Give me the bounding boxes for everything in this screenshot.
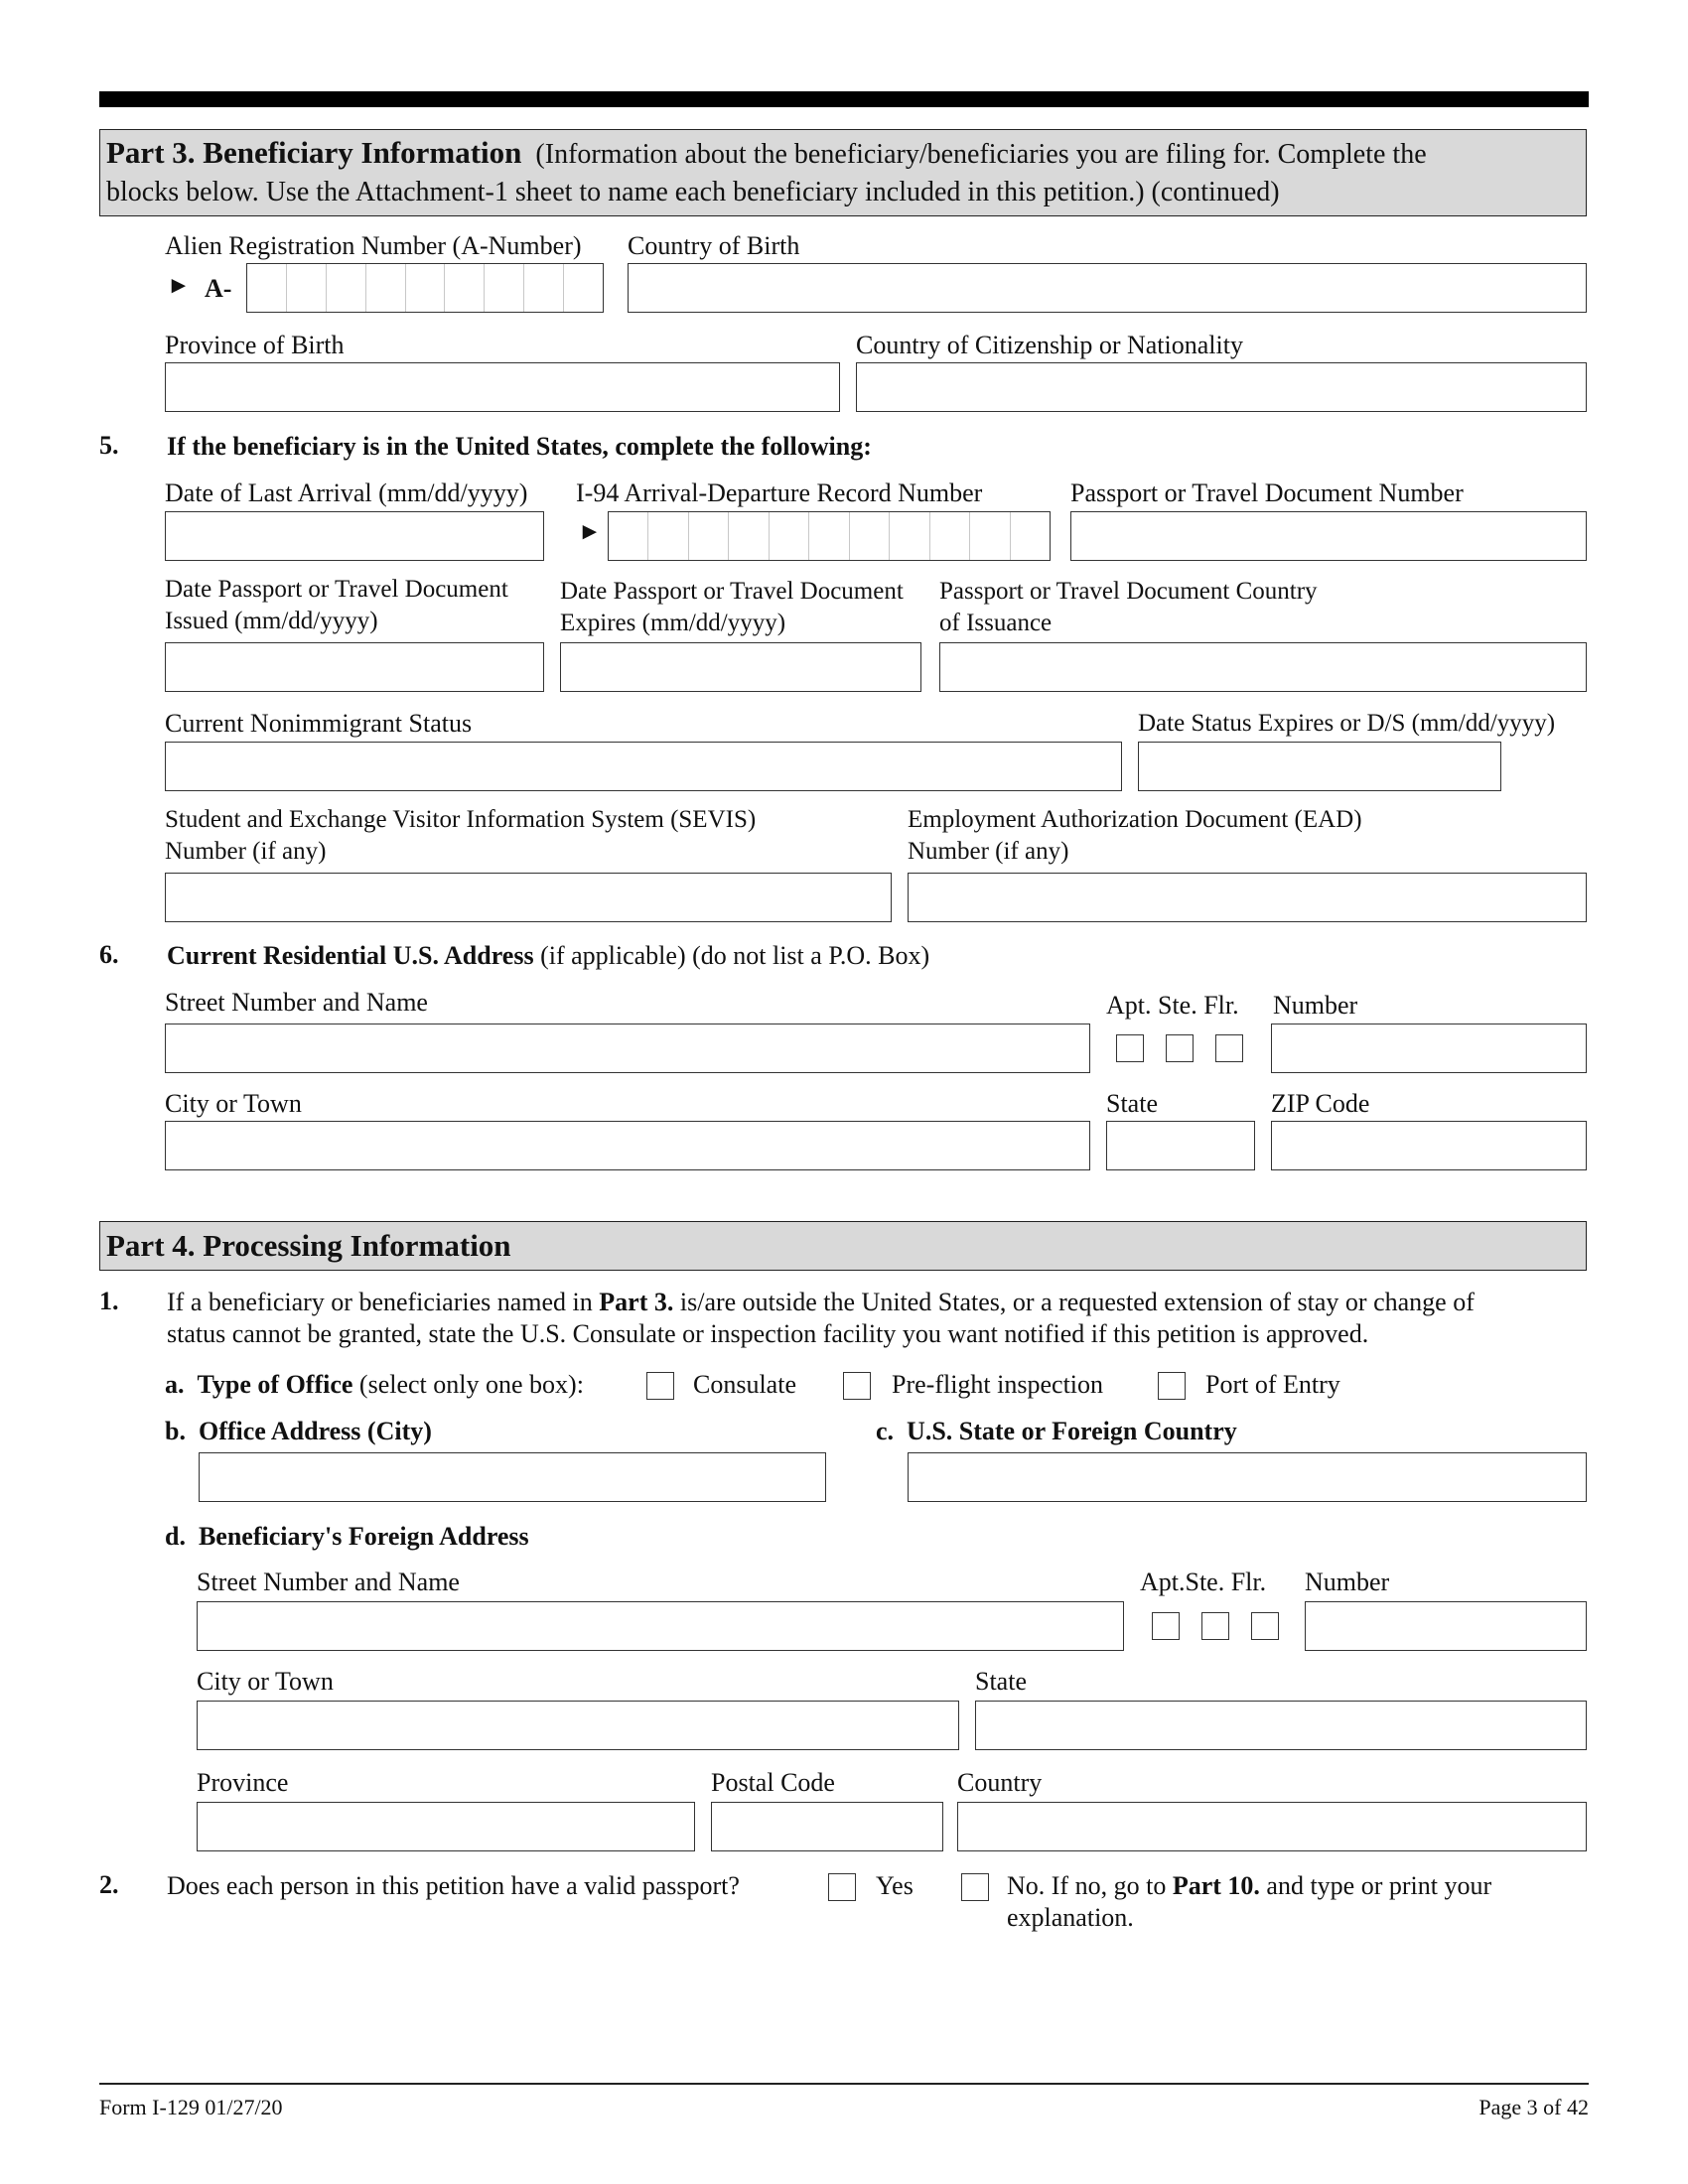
state-field[interactable] xyxy=(1106,1121,1255,1170)
nonimm-status-field[interactable] xyxy=(165,742,1122,791)
fa-city-field[interactable] xyxy=(197,1701,959,1750)
a-number-label: Alien Registration Number (A-Number) xyxy=(165,231,582,260)
ead-field[interactable] xyxy=(908,873,1587,922)
pass-expires-field[interactable] xyxy=(560,642,921,692)
ste-checkbox[interactable] xyxy=(1166,1034,1194,1062)
zip-label: ZIP Code xyxy=(1271,1089,1370,1118)
form-id: Form I-129 01/27/20 xyxy=(99,2095,283,2119)
q1-text-1: If a beneficiary or beneficiaries named in Part 3. is/are outside the United States, or a requested extension of stay or change of xyxy=(167,1288,1475,1316)
top-rule xyxy=(99,91,1589,107)
office-type-label: a. Type of Office (select only one box): xyxy=(165,1370,584,1399)
street-field[interactable] xyxy=(165,1024,1090,1073)
foreign-address-label: d. Beneficiary's Foreign Address xyxy=(165,1522,529,1551)
passport-no-label-2: explanation. xyxy=(1007,1903,1134,1932)
province-birth-label: Province of Birth xyxy=(165,331,345,359)
passport-number-field[interactable] xyxy=(1070,511,1587,561)
passport-no-label: No. If no, go to Part 10. and type or print your xyxy=(1007,1871,1492,1900)
last-arrival-field[interactable] xyxy=(165,511,544,561)
preflight-checkbox[interactable] xyxy=(843,1372,871,1400)
a-prefix: A- xyxy=(205,274,232,303)
fa-postal-field[interactable] xyxy=(711,1802,943,1851)
part3-title: Part 3. Beneficiary Information xyxy=(106,135,522,170)
apt-label: Apt. Ste. Flr. xyxy=(1106,991,1239,1020)
pass-country-field[interactable] xyxy=(939,642,1587,692)
pass-issued-label: Date Passport or Travel Document Issued (mm/dd/yyyy) xyxy=(165,576,508,634)
province-birth-field[interactable] xyxy=(165,362,840,412)
fa-country-label: Country xyxy=(957,1768,1043,1797)
state-label: State xyxy=(1106,1089,1158,1118)
apt-number-field[interactable] xyxy=(1271,1024,1587,1073)
nonimm-status-label: Current Nonimmigrant Status xyxy=(165,709,473,738)
fa-ste-checkbox[interactable] xyxy=(1201,1612,1229,1640)
fa-flr-checkbox[interactable] xyxy=(1251,1612,1279,1640)
state-country-label: c. U.S. State or Foreign Country xyxy=(876,1417,1237,1445)
page-number: Page 3 of 42 xyxy=(1478,2095,1589,2119)
fa-apt-checkbox[interactable] xyxy=(1152,1612,1180,1640)
pass-expires-label: Date Passport or Travel Document Expires (mm/dd/yyyy) xyxy=(560,578,904,636)
passport-number-label: Passport or Travel Document Number xyxy=(1070,478,1464,507)
port-entry-label: Port of Entry xyxy=(1205,1370,1340,1399)
status-expires-label: Date Status Expires or D/S (mm/dd/yyyy) xyxy=(1138,710,1556,737)
sevis-field[interactable] xyxy=(165,873,892,922)
passport-no-checkbox[interactable] xyxy=(961,1873,989,1901)
part3-desc-1: (Information about the beneficiary/beneficiaries you are filing for. Complete the xyxy=(535,139,1427,170)
status-expires-field[interactable] xyxy=(1138,742,1501,791)
country-birth-field[interactable] xyxy=(628,263,1587,313)
citizenship-label: Country of Citizenship or Nationality xyxy=(856,331,1243,359)
consulate-checkbox[interactable] xyxy=(646,1372,674,1400)
q5-text: If the beneficiary is in the United States, complete the following: xyxy=(167,432,872,461)
last-arrival-label: Date of Last Arrival (mm/dd/yyyy) xyxy=(165,478,528,507)
city-field[interactable] xyxy=(165,1121,1090,1170)
ead-label: Employment Authorization Document (EAD) Number (if any) xyxy=(908,806,1362,865)
citizenship-field[interactable] xyxy=(856,362,1587,412)
q6-number: 6. xyxy=(99,940,119,969)
arrow-icon: ► xyxy=(578,519,602,545)
preflight-label: Pre-flight inspection xyxy=(892,1370,1104,1399)
passport-yes-checkbox[interactable] xyxy=(828,1873,856,1901)
fa-street-field[interactable] xyxy=(197,1601,1124,1651)
fa-street-label: Street Number and Name xyxy=(197,1568,460,1596)
q1-text-2: status cannot be granted, state the U.S. Consulate or inspection facility you want notified if this petition is approved. xyxy=(167,1319,1369,1348)
fa-city-label: City or Town xyxy=(197,1667,334,1696)
fa-apt-label: Apt.Ste. Flr. xyxy=(1140,1568,1267,1596)
city-label: City or Town xyxy=(165,1089,302,1118)
sevis-label: Student and Exchange Visitor Information System (SEVIS) Number (if any) xyxy=(165,806,757,865)
country-birth-label: Country of Birth xyxy=(628,231,800,260)
office-address-field[interactable] xyxy=(199,1452,826,1502)
office-address-label: b. Office Address (City) xyxy=(165,1417,432,1445)
part3-header xyxy=(99,129,1587,216)
fa-state-label: State xyxy=(975,1667,1027,1696)
a-number-field[interactable] xyxy=(246,263,604,313)
fa-number-field[interactable] xyxy=(1305,1601,1587,1651)
street-label: Street Number and Name xyxy=(165,988,428,1017)
footer-rule xyxy=(99,2083,1589,2085)
q1-number: 1. xyxy=(99,1287,119,1315)
fa-number-label: Number xyxy=(1305,1568,1390,1596)
passport-yes-label: Yes xyxy=(876,1871,914,1900)
arrow-icon: ► xyxy=(167,273,191,299)
flr-checkbox[interactable] xyxy=(1215,1034,1243,1062)
fa-state-field[interactable] xyxy=(975,1701,1587,1750)
state-country-field[interactable] xyxy=(908,1452,1587,1502)
i94-field[interactable] xyxy=(608,511,1051,561)
number-label: Number xyxy=(1273,991,1358,1020)
i94-label: I-94 Arrival-Departure Record Number xyxy=(576,478,983,507)
consulate-label: Consulate xyxy=(693,1370,796,1399)
fa-province-label: Province xyxy=(197,1768,289,1797)
fa-postal-label: Postal Code xyxy=(711,1768,835,1797)
q2-text: Does each person in this petition have a valid passport? xyxy=(167,1871,740,1900)
port-entry-checkbox[interactable] xyxy=(1158,1372,1186,1400)
part3-desc-2: blocks below. Use the Attachment-1 sheet to name each beneficiary included in this petition.) (continued) xyxy=(106,177,1280,207)
zip-field[interactable] xyxy=(1271,1121,1587,1170)
q5-number: 5. xyxy=(99,431,119,460)
q6-text: Current Residential U.S. Address (if applicable) (do not list a P.O. Box) xyxy=(167,941,930,970)
part4-header xyxy=(99,1221,1587,1271)
q2-number: 2. xyxy=(99,1870,119,1899)
part4-title: Part 4. Processing Information xyxy=(106,1228,511,1263)
pass-country-label: Passport or Travel Document Country of Issuance xyxy=(939,578,1318,636)
fa-province-field[interactable] xyxy=(197,1802,695,1851)
apt-checkbox[interactable] xyxy=(1116,1034,1144,1062)
fa-country-field[interactable] xyxy=(957,1802,1587,1851)
pass-issued-field[interactable] xyxy=(165,642,544,692)
